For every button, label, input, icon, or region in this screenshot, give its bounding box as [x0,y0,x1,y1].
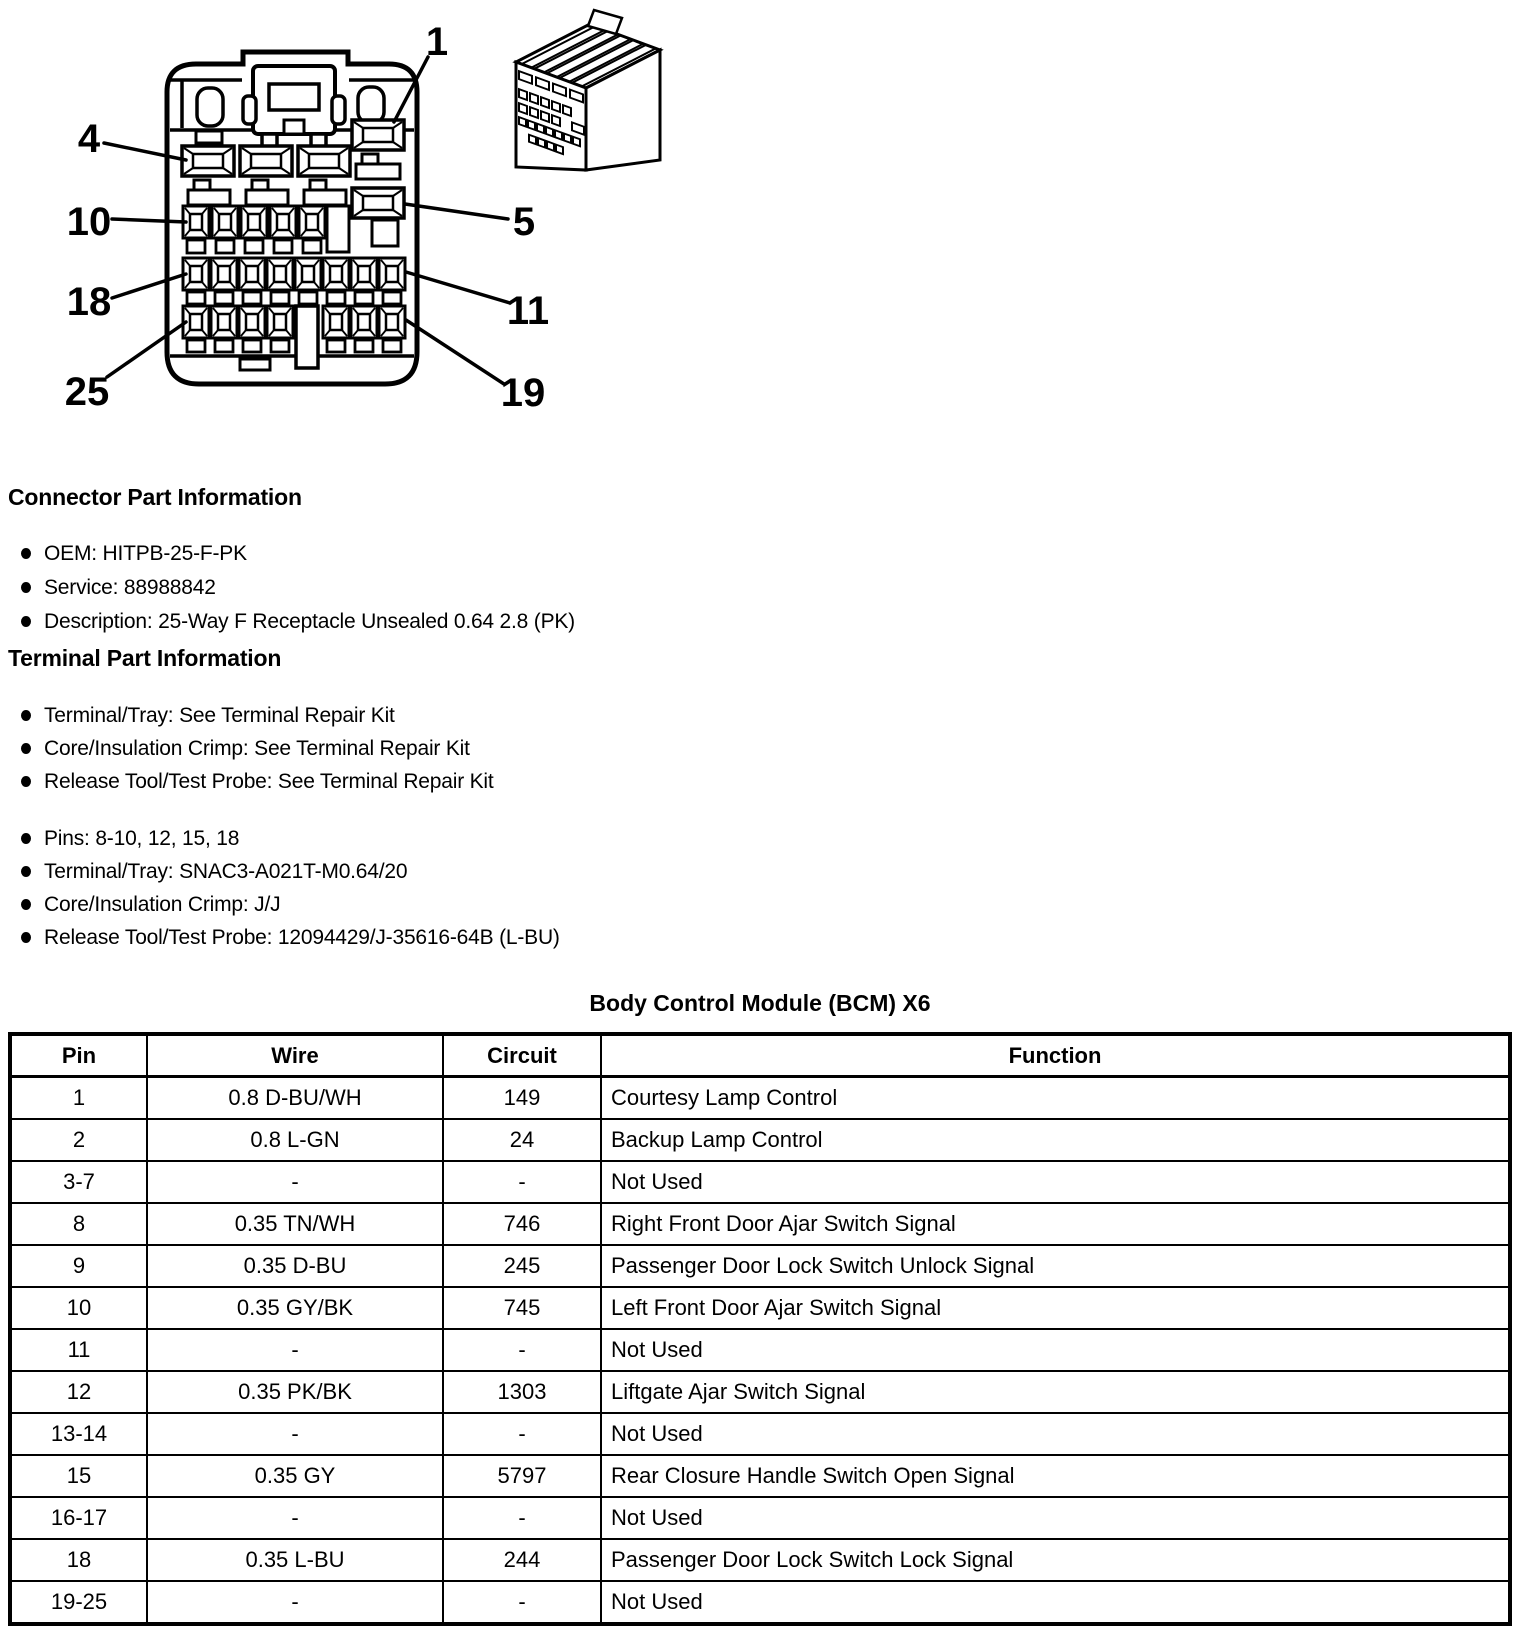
pin-cavity [267,258,293,290]
cell-wire: 0.35 TN/WH [147,1203,443,1245]
pin-cavity [298,146,350,176]
pin-cavity [240,146,292,176]
pin-cavity [295,258,321,290]
cell-function: Passenger Door Lock Switch Unlock Signal [601,1245,1510,1287]
cell-pin: 16-17 [10,1497,147,1539]
callout-label-1: 1 [425,20,449,64]
cell-pin: 1 [10,1077,147,1120]
bullet-item: Terminal/Tray: See Terminal Repair Kit [0,699,900,732]
pin-cavity [299,206,325,238]
cell-circuit: 1303 [443,1371,601,1413]
bullet-item: Service: 88988842 [0,571,900,605]
callout-label-5: 5 [512,200,536,244]
bottom-center-channel [296,306,318,368]
cell-pin: 13-14 [10,1413,147,1455]
connector-diagram [0,0,700,432]
bullet-item: Release Tool/Test Probe: 12094429/J-35616-64B (L-BU) [0,921,900,954]
callout-leader-5 [405,204,508,219]
pin-cavity [351,258,377,290]
cell-circuit: 245 [443,1245,601,1287]
terminal-part-info-heading: Terminal Part Information [8,645,282,671]
cell-pin: 2 [10,1119,147,1161]
cell-wire: - [147,1413,443,1455]
pin-cavity [267,306,293,338]
cell-pin: 3-7 [10,1161,147,1203]
callout-leader-11 [406,272,510,303]
cell-circuit: 149 [443,1077,601,1120]
table-title: Body Control Module (BCM) X6 [589,990,931,1016]
cell-function: Rear Closure Handle Switch Open Signal [601,1455,1510,1497]
bullet-item: OEM: HITPB-25-F-PK [0,537,900,571]
terminal-pins-list [0,822,900,954]
bullet-item: Terminal/Tray: SNAC3-A021T-M0.64/20 [0,855,900,888]
cell-pin: 19-25 [10,1581,147,1624]
table-row [10,1539,1510,1581]
bullet-item: Release Tool/Test Probe: See Terminal Repair Kit [0,765,900,798]
table-row [10,1161,1510,1203]
cell-function: Liftgate Ajar Switch Signal [601,1371,1510,1413]
cell-function: Backup Lamp Control [601,1119,1510,1161]
bullet-item: Description: 25-Way F Receptacle Unsealed 0.64 2.8 (PK) [0,605,900,639]
cell-wire: 0.35 GY [147,1455,443,1497]
cell-function: Courtesy Lamp Control [601,1077,1510,1120]
cell-wire: - [147,1497,443,1539]
table-row [10,1581,1510,1624]
cell-wire: 0.35 L-BU [147,1539,443,1581]
bullet-item: Core/Insulation Crimp: See Terminal Repair Kit [0,732,900,765]
callout-label-19: 19 [500,371,546,415]
pin-cavity [351,306,377,338]
table-row [10,1329,1510,1371]
table-row [10,1245,1510,1287]
table-header-row [10,1034,1510,1077]
cell-circuit: - [443,1497,601,1539]
pin-cavity [239,258,265,290]
bullet-item: Core/Insulation Crimp: J/J [0,888,900,921]
cell-circuit: 745 [443,1287,601,1329]
header-function: Function [601,1034,1510,1077]
cell-circuit: 24 [443,1119,601,1161]
pin-cavity [212,206,238,238]
cell-pin: 8 [10,1203,147,1245]
connector-iso-view [516,10,660,170]
pin-cavity [211,258,237,290]
top-left-slot [196,131,222,143]
cell-wire: - [147,1581,443,1624]
callout-label-25: 25 [64,370,110,414]
pin-5-cavity [352,188,404,218]
cell-function: Not Used [601,1161,1510,1203]
cell-circuit: - [443,1161,601,1203]
bottom-index-slot [240,359,270,370]
pin-cavity [270,206,296,238]
cell-circuit: 244 [443,1539,601,1581]
callout-label-18: 18 [66,280,112,324]
connector-part-info-heading: Connector Part Information [8,484,302,510]
cell-pin: 9 [10,1245,147,1287]
callout-label-4: 4 [77,117,101,161]
cell-circuit: 5797 [443,1455,601,1497]
cell-wire: 0.35 GY/BK [147,1287,443,1329]
terminal-part-info-list [0,699,900,798]
cell-circuit: - [443,1581,601,1624]
callout-label-11: 11 [506,289,550,333]
cell-function: Not Used [601,1581,1510,1624]
cell-wire: - [147,1161,443,1203]
cell-circuit: 746 [443,1203,601,1245]
table-row [10,1203,1510,1245]
bcm-table-body [10,1077,1510,1625]
cell-function: Not Used [601,1329,1510,1371]
header-wire: Wire [147,1034,443,1077]
cell-pin: 12 [10,1371,147,1413]
cell-pin: 18 [10,1539,147,1581]
pin-19-cavity [379,306,405,338]
cell-pin: 10 [10,1287,147,1329]
cell-function: Not Used [601,1413,1510,1455]
table-row [10,1119,1510,1161]
table-row [10,1077,1510,1120]
cell-pin: 15 [10,1455,147,1497]
callout-label-10: 10 [66,200,112,244]
cell-function: Passenger Door Lock Switch Lock Signal [601,1539,1510,1581]
pin-cavity [182,146,234,176]
cell-function: Not Used [601,1497,1510,1539]
cell-circuit: - [443,1413,601,1455]
header-circuit: Circuit [443,1034,601,1077]
pin-cavity [241,206,267,238]
connector-front-view [167,52,417,384]
table-row [10,1287,1510,1329]
cell-wire: 0.8 L-GN [147,1119,443,1161]
pin-cavity [323,258,349,290]
table-row [10,1455,1510,1497]
table-row [10,1413,1510,1455]
pin-1-cavity [352,120,404,150]
bullet-item: Pins: 8-10, 12, 15, 18 [0,822,900,855]
cell-wire: 0.35 PK/BK [147,1371,443,1413]
cell-wire: 0.35 D-BU [147,1245,443,1287]
cell-function: Right Front Door Ajar Switch Signal [601,1203,1510,1245]
header-pin: Pin [10,1034,147,1077]
pin-cavity [239,306,265,338]
table-row [10,1497,1510,1539]
pin-cavity [211,306,237,338]
bcm-pinout-table [8,1032,1512,1626]
cell-wire: - [147,1329,443,1371]
pin-cavity [323,306,349,338]
pin-row-6-10 [183,206,325,253]
cell-function: Left Front Door Ajar Switch Signal [601,1287,1510,1329]
connector-part-info-list [0,537,900,639]
cell-circuit: - [443,1329,601,1371]
pin-11-cavity [379,258,405,290]
callout-leader-19 [406,320,504,384]
cell-pin: 11 [10,1329,147,1371]
table-row [10,1371,1510,1413]
cell-wire: 0.8 D-BU/WH [147,1077,443,1120]
